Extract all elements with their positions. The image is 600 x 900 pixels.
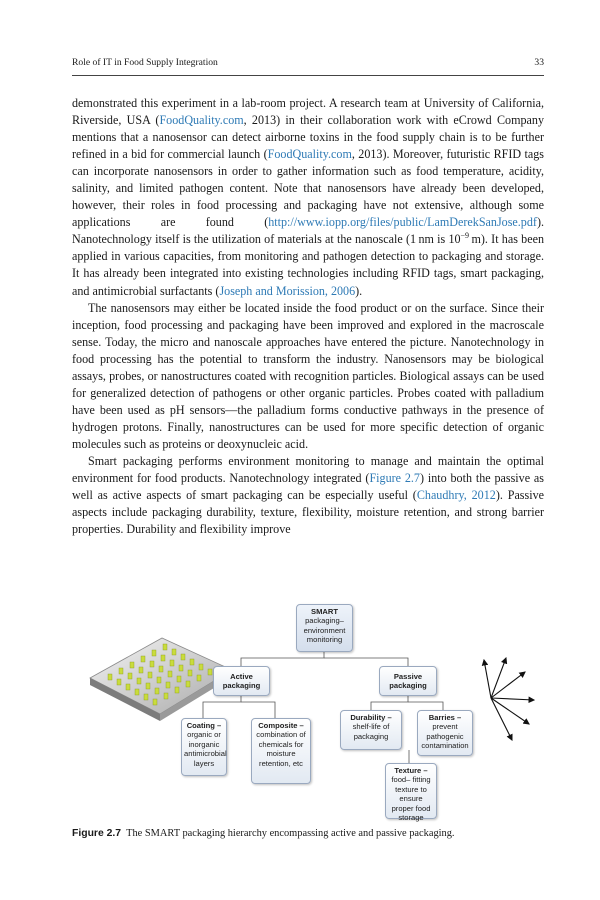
composite-title: Composite –: [258, 721, 304, 730]
passive-title: Passive packaging: [389, 672, 427, 691]
caption-text: The SMART packaging hierarchy encompassing active and passive packaging.: [126, 828, 455, 839]
nanoparticle: [144, 694, 148, 700]
text-run: , 2013) in their collaboration work with eCrowd Company mentions that a nanosensor can detect airborne toxins in the food supply chain is to be further refined in a bid for commercial launch (: [72, 113, 544, 162]
nanoparticle: [130, 662, 134, 668]
coating-node: [181, 718, 227, 776]
nanoparticle: [190, 659, 194, 665]
paragraph-1: [72, 95, 544, 300]
barries-title: Barries –: [428, 713, 462, 722]
nanoparticle: [148, 672, 152, 678]
nanoparticle: [157, 677, 161, 683]
nanoparticle: [152, 650, 156, 656]
nanoparticle: [126, 684, 130, 690]
nanoparticle: [186, 681, 190, 687]
texture-text: food– fitting texture to ensure proper food storage: [391, 775, 431, 823]
figure-smart-packaging: [72, 600, 544, 822]
text-run: The nanosensors may either be located inside the food product or on the surface. Since their inception, food processing and packaging have been improved and explored in the macroscale sense. Today, the micro and nanoscale approaches have entered the picture. Nanotechnology in food processing has the potential to transform the industry. Nanosensors may be biological assays, probes, or nanostructures coated with recognition particles. Biological assays can be used for generalized detection of pathogens or other organic particles. Probes coated with palladium have been used as pH sensors—the palladium forms conductive pathways in the presence of hydrogen protons. Finally, nanostructures can be used for more specific detection of organic molecules such as proteins or deoxynucleic acid.: [72, 300, 544, 451]
texture-title: Texture –: [394, 766, 428, 775]
nanoparticle: [117, 679, 121, 685]
barries-text: prevent pathogenic contamination: [421, 722, 469, 751]
nanoparticle: [188, 670, 192, 676]
text-run: ).: [355, 283, 363, 298]
text-run: ). Passive aspects include packaging durability, texture, flexibility, moisture retention, and strong barrier properties. Durability and flexibility improve: [72, 488, 544, 537]
nanoparticle: [199, 664, 203, 670]
active-packaging-node: [213, 666, 270, 696]
nanoparticle: [137, 678, 141, 684]
nanoparticle: [172, 649, 176, 655]
composite-text: combination of chemicals for moisture retention, etc: [256, 730, 306, 768]
caption-label: Figure 2.7: [72, 828, 122, 839]
nanoparticle: [135, 689, 139, 695]
durability-node: [340, 710, 402, 750]
text-run: ). Nanotechnology itself is the utilization of materials at the nanoscale (1 nm is 10: [72, 215, 544, 247]
nanoparticle: [166, 682, 170, 688]
barries-node: [417, 710, 473, 756]
body-text: [72, 95, 544, 538]
durability-text: shelf-life of packaging: [352, 722, 390, 741]
citation-link[interactable]: FoodQuality.com: [159, 113, 244, 128]
smart-text: packaging– environment monitoring: [303, 616, 346, 645]
nanoparticle: [150, 661, 154, 667]
nanoparticle: [153, 699, 157, 705]
smart-title: SMART: [311, 607, 338, 616]
text-run: m). It has been applied in various capacities, from monitoring and pathogen detection to packaging and storage. It has already been integrated into existing technologies including RFID tags, smart packaging, and antimicrobial surfactants (: [72, 232, 544, 298]
nanoparticle: [155, 688, 159, 694]
nanostructure-plate-illustration: [90, 638, 232, 721]
running-head-title: Role of IT in Food Supply Integration: [72, 57, 218, 68]
citation-link[interactable]: Figure 2.7: [369, 471, 420, 486]
nanoparticle: [163, 644, 167, 650]
composite-node: [251, 718, 311, 784]
coating-title: Coating –: [186, 721, 222, 730]
nanoparticle: [161, 655, 165, 661]
nanoparticle: [119, 668, 123, 674]
nanoparticle: [208, 669, 212, 675]
nanoparticle: [175, 687, 179, 693]
texture-node: [385, 763, 437, 823]
text-run: demonstrated this experiment in a lab-room project. A research team at University of California, Riverside, USA (: [72, 96, 544, 128]
nanoparticle: [159, 666, 163, 672]
nanoparticle: [197, 675, 201, 681]
nanoparticle: [168, 671, 172, 677]
coating-text: organic or inorganic antimicrobial layers: [184, 730, 227, 768]
durability-title: Durability –: [350, 713, 392, 722]
page-number: 33: [534, 57, 544, 68]
header-rule: [72, 75, 544, 76]
nanoparticle: [179, 665, 183, 671]
text-run: Smart packaging performs environment monitoring to manage and maintain the optimal environment for food products. Nanotechnology integrated (: [72, 453, 544, 486]
passive-packaging-node: [379, 666, 437, 696]
active-title: Active packaging: [222, 672, 261, 691]
citation-link[interactable]: FoodQuality.com: [267, 147, 352, 162]
text-run: , 2013). Moreover, futuristic RFID tags can incorporate nanosensors in order to gather information such as food temperature, acidity, salinity, and limited pathogen content. Note that nanosensors have already been developed, however, their roles in food processing and packaging have not extensive, although some applications are found (: [72, 147, 544, 230]
nanoparticle: [108, 674, 112, 680]
paragraph-2: [72, 300, 544, 453]
nanoparticle: [170, 660, 174, 666]
figure-caption: [72, 828, 544, 839]
citation-link[interactable]: Joseph and Morission, 2006: [219, 283, 356, 298]
nanoparticle: [164, 693, 168, 699]
running-head: [72, 57, 544, 71]
nanoparticle: [141, 656, 145, 662]
smart-packaging-node: [296, 604, 353, 652]
text-run: ) into both the passive as well as active aspects of smart packaging can be especially useful (: [72, 471, 544, 503]
citation-link[interactable]: http://www.iopp.org/files/public/LamDerekSanJose.pdf: [268, 215, 537, 230]
nanoparticle: [146, 683, 150, 689]
citation-link[interactable]: Chaudhry, 2012: [416, 488, 496, 503]
nanoparticle: [181, 654, 185, 660]
nanoparticle: [128, 673, 132, 679]
nanoparticle: [139, 667, 143, 673]
paragraph-3: [72, 453, 544, 538]
superscript: −9: [460, 231, 470, 241]
radiating-arrows: [484, 658, 534, 740]
nanoparticle: [177, 676, 181, 682]
